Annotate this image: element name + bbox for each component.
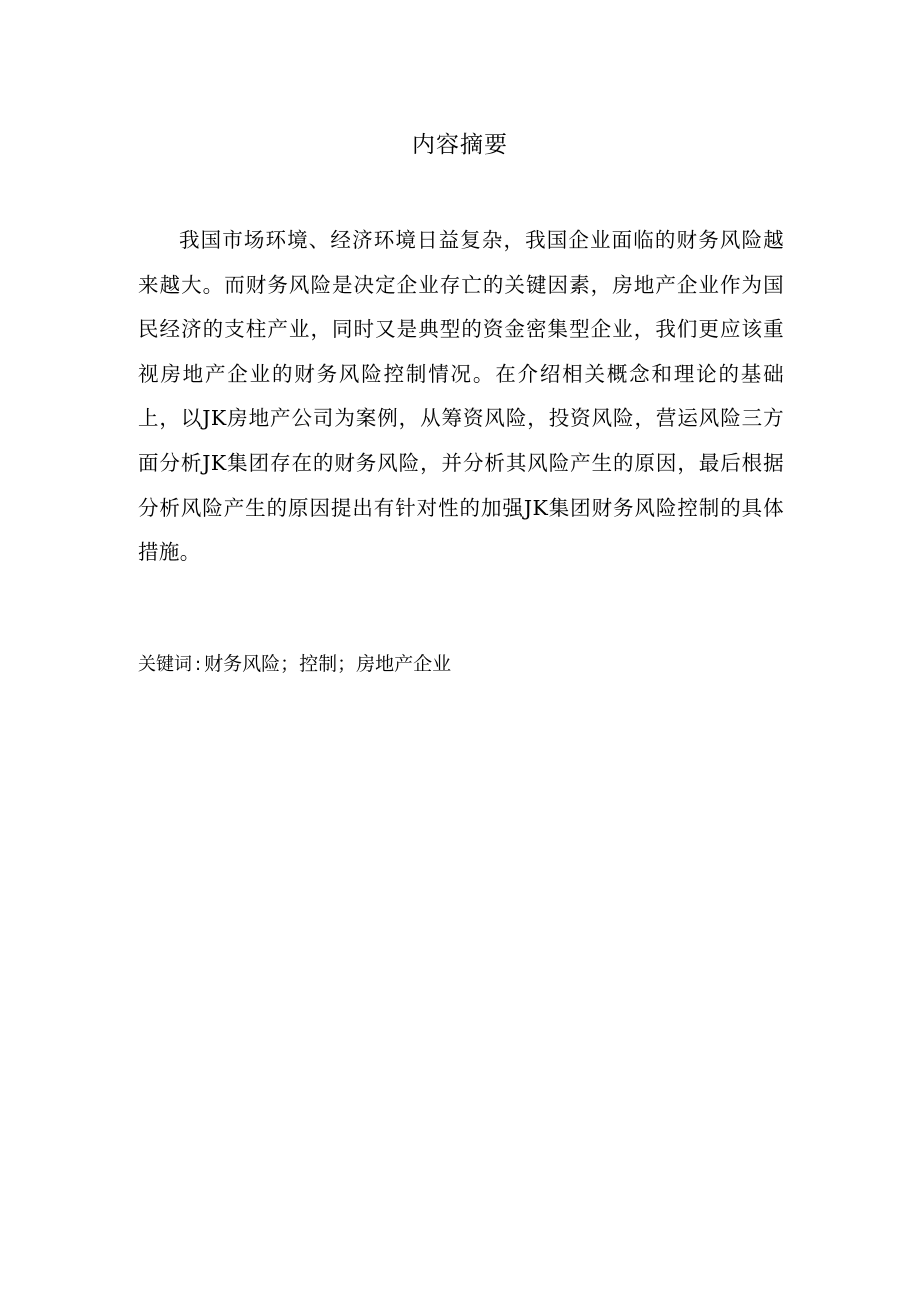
page-title: 内容摘要 xyxy=(412,132,508,158)
keywords-separator: : xyxy=(195,654,202,675)
keywords-line xyxy=(138,649,784,680)
keywords-value: 财务风险；控制；房地产企业 xyxy=(204,653,452,675)
abstract-paragraph: 我国市场环境、经济环境日益复杂，我国企业面临的财务风险越来越大。而财务风险是决定企业存亡的关键因素，房地产企业作为国民经济的支柱产业，同时又是典型的资金密集型企业，我们更应该重视房地产企业的财务风险控制情况。在介绍相关概念和理论的基础上，以JK房地产公司为案例，从筹资风险，投资风险，营运风险三方面分析JK集团存在的财务风险，并分析其风险产生的原因，最后根据分析风险产生的原因提出有针对性的加强JK集团财务风险控制的具体措施。 xyxy=(138,228,784,565)
keywords-label: 关键词 xyxy=(138,654,192,675)
